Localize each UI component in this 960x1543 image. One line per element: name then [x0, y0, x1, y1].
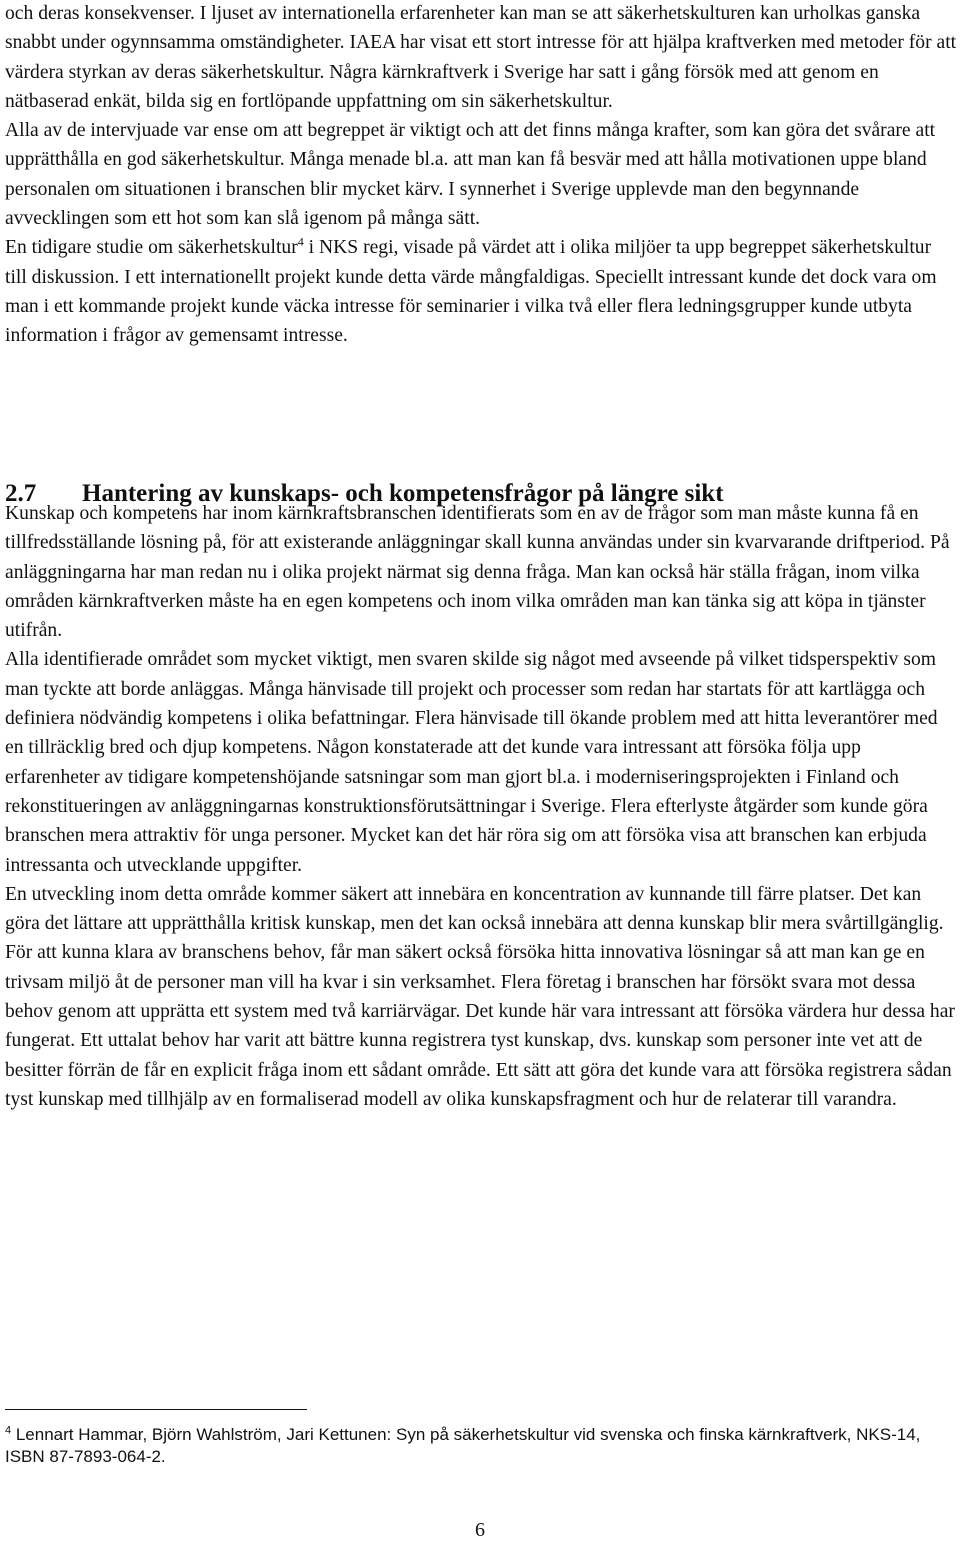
paragraph-competence: Kunskap och kompetens har inom kärnkraftsbranschen identifierats som en av de frågor som man måste kunna få en tillfredsställande lösning på, för att existerande anläggningar skall kunna användas under sin kvarvarande driftperiod. På anläggningarna har man redan nu i olika projekt närmat sig denna fråga. Man kan också här ställa frågan, inom vilka områden kärnkraftverken måste ha en egen kompetens och inom vilka områden man kan tänka sig att köpa in tjänster utifrån.: [5, 503, 950, 642]
body-text-section: [5, 499, 957, 1114]
nks-paragraph-start: En tidigare studie om säkerhetskultur: [5, 237, 298, 259]
footnote-separator: [5, 1409, 307, 1410]
section-title: Hantering av kunskaps- och kompetensfrågor på längre sikt: [82, 479, 724, 507]
footnote-marker: 4: [5, 1424, 12, 1437]
paragraph-nks-study: [5, 233, 957, 350]
footnote-entry: [5, 1424, 955, 1468]
footnote-text: Lennart Hammar, Björn Wahlström, Jari Kettunen: Syn på säkerhetskultur vid svenska och finska kärnkraftverk, NKS-14, ISBN 87-7893-064-2.: [5, 1425, 921, 1466]
paragraph-safety-culture: och deras konsekvenser. I ljuset av internationella erfarenheter kan man se att säkerhetskulturen kan urholkas ganska snabbt under ogynnsamma omständigheter. IAEA har visat ett stort intresse för att hjälpa kraftverken med metoder för att värdera styrkan av deras säkerhetskultur. Några kärnkraftverk i Sverige har satt i gång försök med att genom en nätbaserad enkät, bilda sig en fortlöpande uppfattning om sin säkerhetskultur.: [5, 3, 957, 112]
paragraph-concentration: En utveckling inom detta område kommer säkert att innebära en koncentration av kunnande till färre platser. Det kan göra det lättare att upprätthålla kritisk kunskap, men det kan också innebära att denna kunskap blir mera svårtillgänglig. För att kunna klara av branschens behov, får man säkert också försöka hitta innovativa lösningar så att man kan ge en trivsam miljö åt de personer man vill ha kvar i sin verksamhet. Flera företag i branschen har försökt svara mot dessa behov genom att upprätta ett system med två karriärvägar. Det kunde här vara intressant att försöka värdera hur dessa har fungerat. Ett uttalat behov har varit att bättre kunna registrera tyst kunskap, dvs. kunskap som personer inte vet att de besitter förrän de får en explicit fråga inom ett sådant område. Ett sätt att göra det kunde vara att försöka registrera sådan tyst kunskap med tillhjälp av en formaliserad modell av olika kunskapsfragment och hur de relaterar till varandra.: [5, 883, 955, 1110]
nks-paragraph-rest: i NKS regi, visade på värdet att i olika miljöer ta upp begreppet säkerhetskultur till diskussion. I ett internationellt projekt kunde detta värde mångfaldigas. Speciellt intressant kunde det dock vara om man i ett kommande projekt kunde väcka intresse för seminarier i vilka två eller flera ledningsgrupper kunde utbyta information i frågor av gemensamt intresse.: [5, 237, 937, 347]
footnote-reference[interactable]: 4: [297, 234, 304, 249]
page-number: 6: [475, 1519, 485, 1541]
footnote: [5, 1424, 955, 1468]
paragraph-time-perspective: Alla identifierade området som mycket viktigt, men svaren skilde sig något med avseende på vilket tidsperspektiv som man tyckte att borde anläggas. Många hänvisade till projekt och processer som redan har startats för att kartlägga och definiera nödvändig kompetens i olika befattningar. Flera hänvisade till ökande problem med att hitta leverantörer med en tillräcklig bred och djup kompetens. Någon konstaterade att det kunde vara intressant att försöka följa upp erfarenheter av tidigare kompetenshöjande satsningar som man gjort bl.a. i moderniseringsprojekten i Finland och rekonstitueringen av anläggningarnas konstruktionsförutsättningar i Sverige. Flera efterlyste åtgärder som kunde göra branschen mera attraktiv för unga personer. Mycket kan det här röra sig om att försöka visa att branschen kan erbjuda intressanta och utvecklande uppgifter.: [5, 649, 938, 876]
section-number: 2.7: [5, 479, 37, 507]
paragraph-interviews: Alla av de intervjuade var ense om att begreppet är viktigt och att det finns många krafter, som kan göra det svårare att upprätthålla en god säkerhetskultur. Många menade bl.a. att man kan få besvär med att hålla motivationen uppe bland personalen om situationen i branschen blir mycket kärv. I synnerhet i Sverige upplevde man den begynnande avvecklingen som ett hot som kan slå igenom på många sätt.: [5, 120, 936, 230]
body-text-top: [5, 0, 957, 351]
